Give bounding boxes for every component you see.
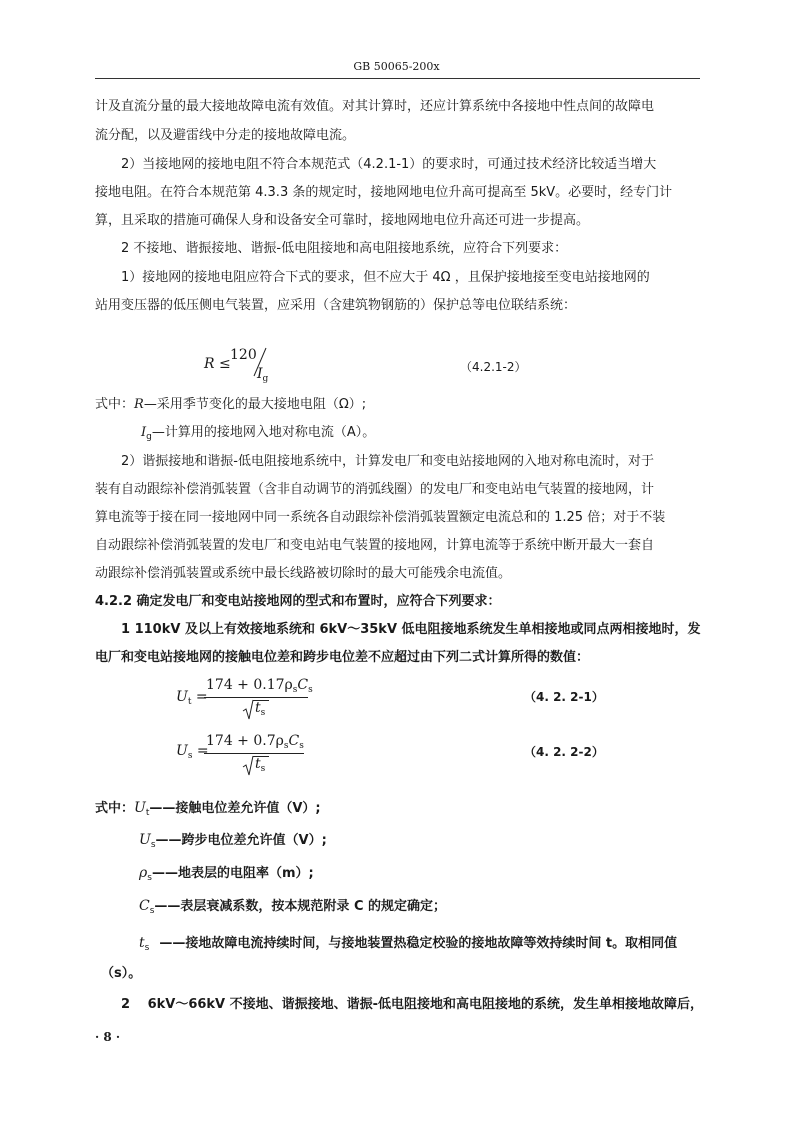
eq2-denominator: $t_s$: [255, 700, 266, 718]
def-ts-cont: （s）。: [101, 966, 142, 981]
paragraph-line: 1 110kV 及以上有效接地系统和 6kV～35kV 低电阻接地系统发生单相接地或同点两相接地时，发: [121, 622, 701, 637]
running-header: GB 50065-200x: [353, 60, 440, 73]
eq1-def-r: 式中：R—采用季节变化的最大接地电阻（Ω）;: [95, 397, 367, 412]
def-ts: $t_s$ ——接地故障电流持续时间，与接地装置热稳定校验的接地故障等效持续时间 t。取相同值: [139, 935, 678, 953]
paragraph-line: 2）谐振接地和谐振-低电阻接地系统中，计算发电厂和变电站接地网的入地对称电流时，对于: [121, 454, 654, 469]
paragraph-line: 动跟综补偿消弧装置或系统中最长线路被切除时的最大可能残余电流值。: [95, 566, 512, 581]
eq2-sqrt-icon: [242, 699, 254, 721]
eq3-numerator: $174 + 0.7\rho_sC_s$: [206, 733, 304, 751]
paragraph-line: 装有自动跟综补偿消弧装置（含非自动调节的消弧线圈）的发电厂和变电站电气装置的接地网，计: [95, 482, 655, 497]
paragraph-line: 接地电阻。在符合本规范第 4.3.3 条的规定时，接地网地电位升高可提高至 5kV。必要时，经专门计: [95, 185, 673, 200]
paragraph-line: 算，且采取的措施可确保人身和设备安全可靠时，接地网地电位升高还可进一步提高。: [95, 213, 590, 228]
paragraph-line: 计及直流分量的最大接地故障电流有效值。对其计算时，还应计算系统中各接地中性点间的故障电: [95, 99, 655, 114]
eq1-def-ig: $I_g—$计算用的接地网入地对称电流（A）。: [141, 425, 376, 442]
paragraph-line: 自动跟综补偿消弧装置的发电厂和变电站电气装置的接地网，计算电流等于系统中断开最大一套自: [95, 538, 655, 553]
eq2-lhs: $U_t$ =: [176, 689, 208, 707]
eq1-numerator: 120: [230, 347, 257, 363]
paragraph-line: 站用变压器的低压侧电气装置，应采用（含建筑物钢筋的）保护总等电位联结系统：: [95, 298, 577, 313]
paragraph-line: 流分配，以及避雷线中分走的接地故障电流。: [95, 128, 356, 143]
eq2-number: （4. 2. 2-1）: [524, 690, 604, 704]
eq2-numerator: $174 + 0.17\rho_sC_s$: [206, 677, 313, 695]
paragraph-line: 算电流等于接在同一接地网中同一系统各自动跟综补偿消弧装置额定电流总和的 1.25 倍；对于不装: [95, 510, 666, 525]
paragraph-line: 2 不接地、谐振接地、谐振-低电阻接地和高电阻接地系统，应符合下列要求：: [121, 241, 568, 256]
eq1-lhs: R ≤: [204, 356, 231, 372]
def-ut: 式中：$U_t——$接触电位差允许值（V）;: [95, 800, 321, 818]
def-rho: $\rho_s——$地表层的电阻率（m）;: [139, 865, 314, 883]
eq1-number: （4.2.1-2）: [460, 360, 527, 374]
eq3-lhs: $U_s$ =: [176, 743, 209, 761]
eq3-denominator: $t_s$: [255, 756, 266, 774]
paragraph-line: 2）当接地网的接地电阻不符合本规范式（4.2.1-1）的要求时，可通过技术经济比较适当增大: [121, 157, 657, 172]
def-cs: $C_s——$表层衰减系数，按本规范附录 C 的规定确定；: [139, 898, 447, 916]
eq2-fraction-bar: [204, 697, 308, 698]
page-number: · 8 ·: [95, 1030, 121, 1044]
paragraph-line: 2 6kV～66kV 不接地、谐振接地、谐振-低电阻接地和高电阻接地的系统，发生单相接地故障后，: [121, 997, 704, 1012]
paragraph-line: 1）接地网的接地电阻应符合下式的要求，但不应大于 4Ω ，且保护接地接至变电站接地网的: [121, 270, 650, 285]
eq3-number: （4. 2. 2-2）: [524, 745, 604, 759]
eq3-sqrt-icon: [242, 755, 254, 777]
eq3-fraction-bar: [204, 753, 304, 754]
def-us: $U_s——$跨步电位差允许值（V）;: [139, 832, 327, 850]
eq1-denominator: $I_g$: [257, 366, 269, 384]
paragraph-line: 电厂和变电站接地网的接触电位差和跨步电位差不应超过由下列二式计算所得的数值：: [95, 650, 590, 665]
header-rule: [95, 78, 700, 79]
section-heading: 4.2.2 确定发电厂和变电站接地网的型式和布置时，应符合下列要求：: [95, 594, 501, 609]
